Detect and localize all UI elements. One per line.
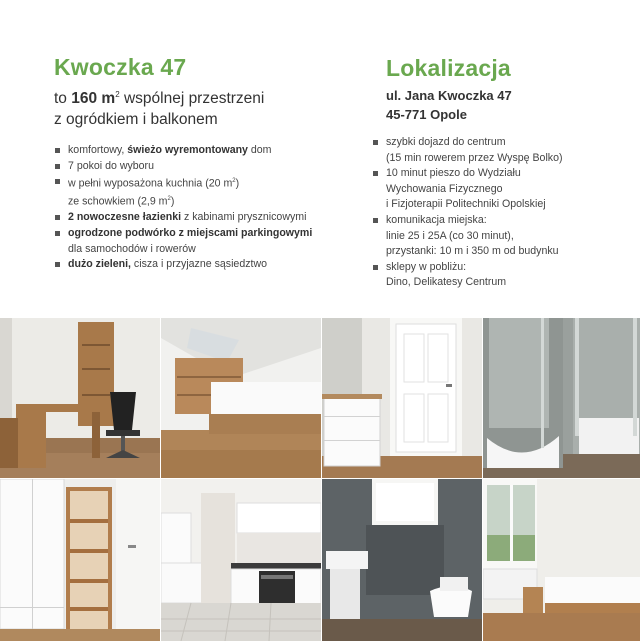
- subtitle: to 160 $m^2$ wspólnej przestrzeni z ogródkiem i balkonem: [54, 90, 265, 129]
- list-item: szybki dojazd do centrum (15 min rowerem przez Wyspę Bolko): [372, 135, 632, 166]
- area-value: 160 m: [71, 90, 116, 108]
- list-item: dużo zieleni, cisza i przyjazne sąsiedztwo: [54, 257, 354, 273]
- photo-door-dresser: [322, 318, 482, 478]
- location-list: [372, 135, 632, 291]
- location-title: Lokalizacja: [386, 55, 511, 81]
- list-item: 7 pokoi do wyboru: [54, 159, 354, 175]
- list-item: sklepy w pobliżu: Dino, Delikatesy Centrum: [372, 260, 632, 291]
- list-item: 2 nowoczesne łazienki z kabinami prysznicowymi: [54, 210, 354, 226]
- features-list: [54, 143, 354, 273]
- list-item: komfortowy, świeżo wyremontowany dom: [54, 143, 354, 159]
- list-item: 10 minut pieszo do Wydziału Wychowania Fizycznego i Fizjoterapii Politechniki Opolskiej: [372, 166, 632, 213]
- photo-bathroom-toilet: [322, 479, 482, 641]
- page-title: Kwoczka 47: [54, 54, 187, 80]
- list-item: komunikacja miejska: linie 25 i 25A (co 30 minut), przystanki: 10 m i 350 m od budynku: [372, 213, 632, 260]
- list-item: w pełni wyposażona kuchnia (20 $m^2$) ze schowkiem (2,9 $m^2$): [54, 174, 354, 210]
- photo-attic-bedroom: [161, 318, 321, 478]
- photo-wardrobe-shelf: [0, 479, 160, 641]
- photo-shower-cabin: [483, 318, 640, 478]
- photo-kitchen: [161, 479, 321, 641]
- photo-grid: [0, 318, 640, 640]
- photo-bedroom-window: [483, 479, 640, 641]
- photo-room-desk-chair: [0, 318, 160, 478]
- address: ul. Jana Kwoczka 47 45-771 Opole: [386, 88, 512, 122]
- list-item: ogrodzone podwórko z miejscami parkingowymi dla samochodów i rowerów: [54, 226, 354, 257]
